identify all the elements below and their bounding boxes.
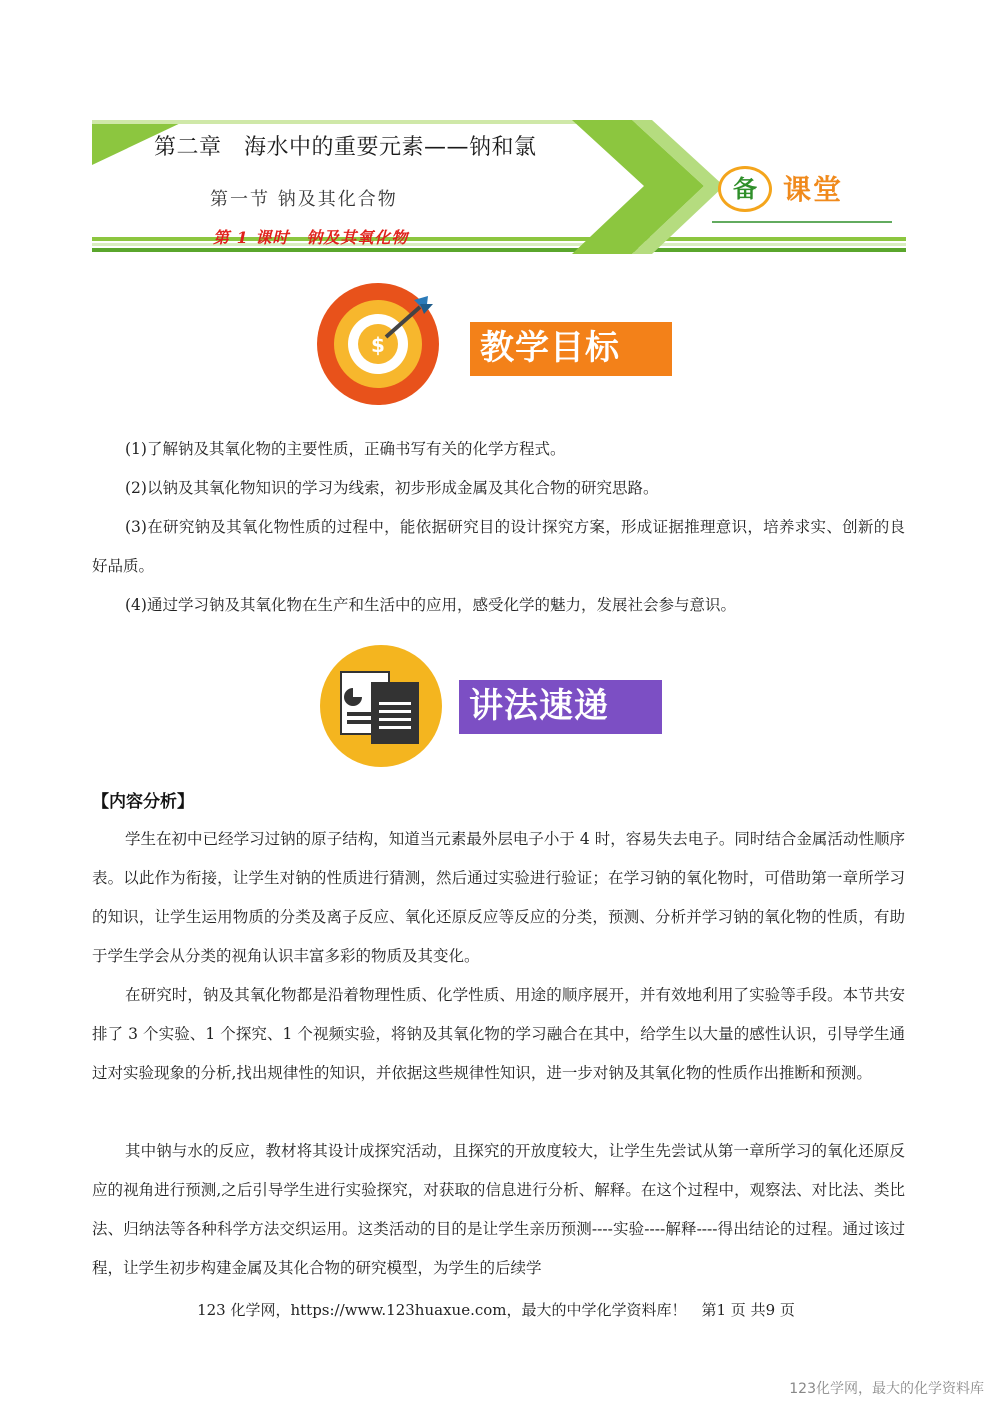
goal-item-1: (1)了解钠及其氧化物的主要性质，正确书写有关的化学方程式。 — [125, 440, 566, 458]
page-footer: 123 化学网，https://www.123huaxue.com，最大的中学化学资料库！ 第1 页 共9 页 — [197, 1301, 795, 1319]
badge-circle: 备 — [718, 166, 772, 212]
lesson-title: 第 1 课时 钠及其氧化物 — [213, 228, 409, 247]
watermark: 123化学网，最大的化学资料库 — [789, 1381, 984, 1397]
analysis-paragraph-2: 在研究时，钠及其氧化物都是沿着物理性质、化学性质、用途的顺序展开，并有效地利用了实验等手段。本节共安排了 3 个实验、1 个探究、1 个视频实验，将钠及其氧化物的学习融合在其中，给学生以大量的感性认识，引导学生通过对实验现象的分析,找出规律性的知识，并依据这些规律性知识，进一步对钠及其氧化物的性质作出推断和预测。 — [92, 986, 905, 1082]
banner-stripe-3 — [92, 248, 906, 252]
method-label: 讲法速递 — [459, 680, 662, 734]
analysis-paragraph-1: 学生在初中已经学习过钠的原子结构，知道当元素最外层电子小于 4 时，容易失去电子。同时结合金属活动性顺序表。以此作为衔接，让学生对钠的性质进行猜测，然后通过实验进行验证；在学习钠的氧化物时，可借助第一章所学习的知识，让学生运用物质的分类及离子反应、氧化还原反应等反应的分类，预测、分析并学习钠的氧化物的性质，有助于学生学会从分类的视角认识丰富多彩的物质及其变化。 — [92, 830, 905, 965]
target-icon — [316, 282, 446, 411]
chapter-title: 第二章 海水中的重要元素——钠和氯 — [154, 135, 537, 160]
analysis-paragraph-3: 其中钠与水的反应，教材将其设计成探究活动，且探究的开放度较大，让学生先尝试从第一章所学习的氧化还原反应的视角进行预测,之后引导学生进行实验探究，对获取的信息进行分析、解释。在这个过程中，观察法、对比法、类比法、归纳法等各种科学方法交织运用。这类活动的目的是让学生亲历预测----实验----解释----得出结论的过程。通过该过程，让学生初步构建金属及其化合物的研究模型，为学生的后续学 — [92, 1142, 905, 1277]
section-title: 第一节 钠及其化合物 — [210, 189, 398, 210]
content-analysis-heading: 【内容分析】 — [92, 792, 194, 812]
goals-label: 教学目标 — [470, 322, 672, 376]
badge-word: 课堂 — [783, 173, 844, 206]
goal-item-4: (4)通过学习钠及其氧化物在生产和生活中的应用，感受化学的魅力，发展社会参与意识。 — [125, 596, 736, 614]
goal-item-2: (2)以钠及其氧化物知识的学习为线索，初步形成金属及其化合物的研究思路。 — [125, 479, 659, 497]
svg-text:$: $ — [371, 333, 385, 357]
documents-icon — [319, 644, 444, 773]
goal-item-3: (3)在研究钠及其氧化物性质的过程中，能依据研究目的设计探究方案，形成证据推理意识，培养求实、创新的良好品质。 — [92, 518, 905, 575]
chevron-arrow-shape — [572, 120, 704, 254]
